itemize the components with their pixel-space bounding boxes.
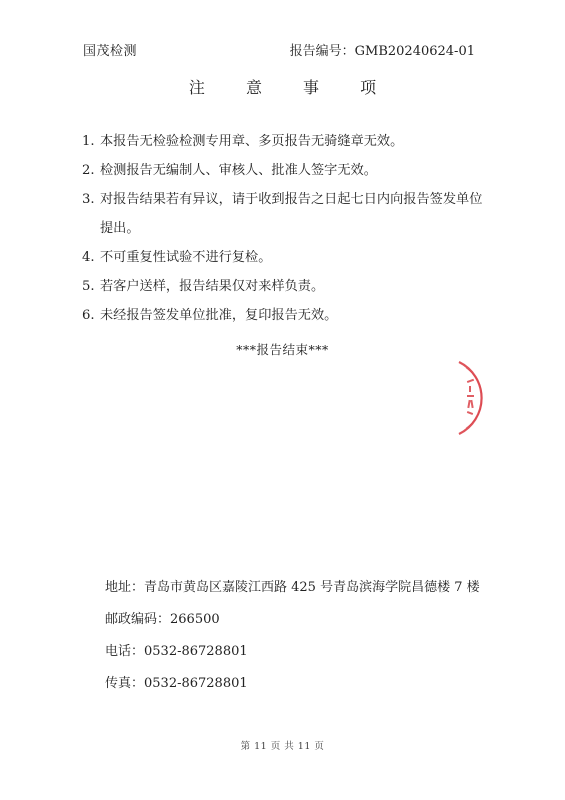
contact-block xyxy=(105,572,505,700)
note-text: 不可重复性试验不进行复检。 xyxy=(100,250,272,265)
header-report-number: 报告编号：GMB20240624-01 xyxy=(289,44,475,59)
note-number: 4. xyxy=(82,250,95,265)
note-number: 6. xyxy=(82,308,95,323)
note-text: 若客户送样，报告结果仅对来样负责。 xyxy=(100,279,325,294)
note-text: 本报告无检验检测专用章、多页报告无骑缝章无效。 xyxy=(100,134,404,149)
note-item xyxy=(82,127,492,156)
header-org-name: 国茂检测 xyxy=(83,44,138,59)
page-footer: 第 11 页 共 11 页 xyxy=(240,741,325,752)
note-text: 未经报告签发单位批准，复印报告无效。 xyxy=(100,308,338,323)
contact-postcode: 邮政编码：266500 xyxy=(105,612,220,627)
note-text: 检测报告无编制人、审核人、批准人签字无效。 xyxy=(100,163,377,178)
note-text: 对报告结果若有异议，请于收到报告之日起七日内向报告签发单位提出。 xyxy=(100,192,483,236)
contact-fax: 传真：0532-86728801 xyxy=(105,676,248,691)
note-item xyxy=(82,272,492,301)
note-number: 2. xyxy=(82,163,95,178)
notes-list xyxy=(82,127,492,330)
contact-address: 地址：青岛市黄岛区嘉陵江西路 425 号青岛滨海学院昌德楼 7 楼 xyxy=(105,580,480,595)
note-number: 3. xyxy=(82,192,95,207)
seal-stamp xyxy=(455,360,485,436)
note-item xyxy=(82,243,492,272)
contact-phone: 电话：0532-86728801 xyxy=(105,644,248,659)
note-item xyxy=(82,301,492,330)
note-number: 5. xyxy=(82,279,95,294)
page-title: 注 意 事 项 xyxy=(188,78,395,97)
note-item xyxy=(82,185,492,243)
note-number: 1. xyxy=(82,134,95,149)
note-item xyxy=(82,156,492,185)
report-end-mark: ***报告结束*** xyxy=(236,342,329,357)
